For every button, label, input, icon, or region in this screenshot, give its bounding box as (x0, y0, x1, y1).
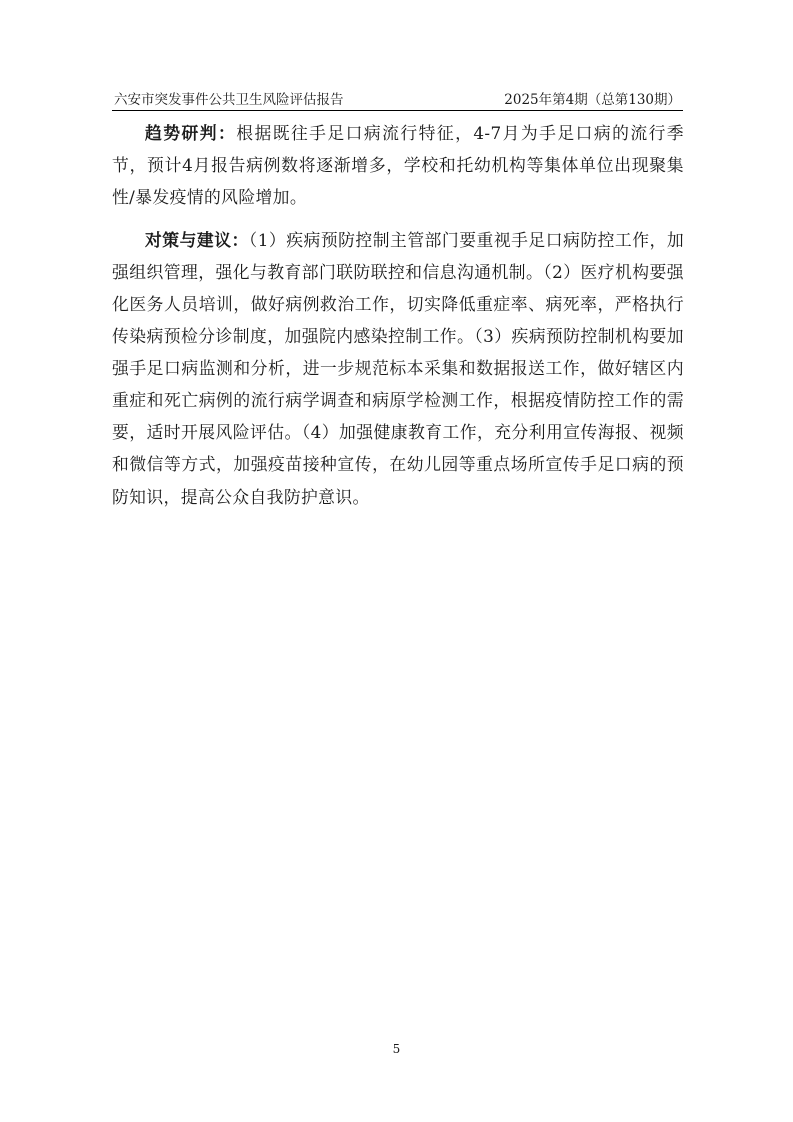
recommendations-paragraph (112, 224, 684, 513)
page-header (112, 90, 683, 112)
trend-analysis-text: 根据既往手足口病流行特征，4-7月为手足口病的流行季节，预计4月报告病例数将逐渐增多，学校和托幼机构等集体单位出现聚集性/暴发疫情的风险增加。 (112, 123, 684, 208)
trend-analysis-heading: 趋势研判： (145, 123, 237, 143)
report-title: 六安市突发事件公共卫生风险评估报告 (114, 92, 344, 108)
trend-analysis-paragraph (112, 117, 684, 213)
header-divider (112, 110, 683, 111)
recommendations-text: （1）疾病预防控制主管部门要重视手足口病防控工作，加强组织管理，强化与教育部门联防联控和信息沟通机制。（2）医疗机构要强化医务人员培训，做好病例救治工作，切实降低重症率、病死率，严格执行传染病预检分诊制度，加强院内感染控制工作。（3）疾病预防控制机构要加强手足口病监测和分析，进一步规范标本采集和数据报送工作，做好辖区内重症和死亡病例的流行病学调查和病原学检测工作，根据疫情防控工作的需要，适时开展风险评估。（4）加强健康教育工作，充分利用宣传海报、视频和微信等方式，加强疫苗接种宣传，在幼儿园等重点场所宣传手足口病的预防知识，提高公众自我防护意识。 (112, 229, 685, 507)
issue-number: 2025年第4期（总第130期） (504, 92, 681, 108)
page-number: 5 (392, 1042, 401, 1056)
document-body (112, 117, 684, 523)
recommendations-heading: 对策与建议： (145, 229, 249, 250)
